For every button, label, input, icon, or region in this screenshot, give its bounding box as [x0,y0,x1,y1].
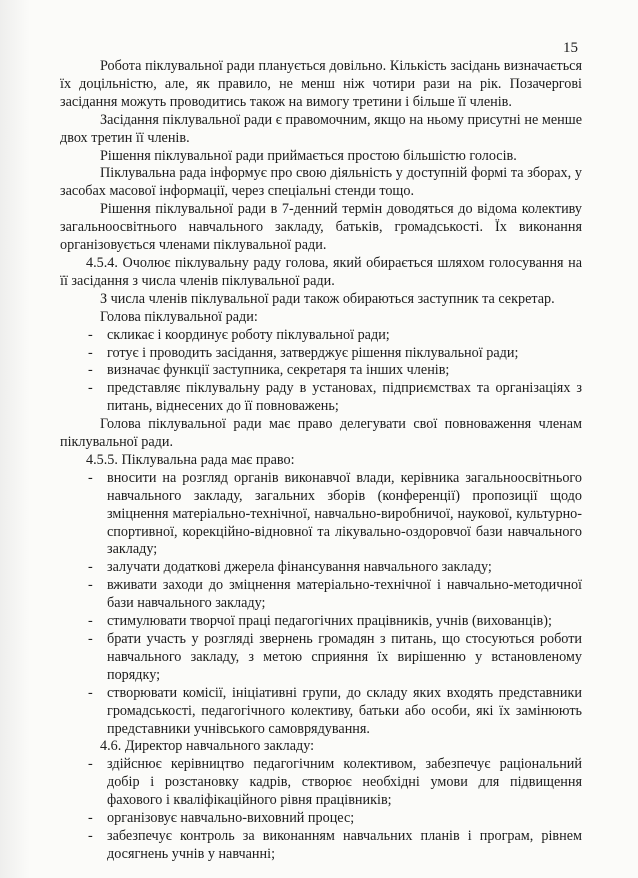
list-item: - брати участь у розгляді звернень громадян з питань, що стосуються роботи навчального закладу, з метою сприяння їх вирішенню у встановленому порядку; [88,631,582,683]
scan-shadow [0,0,30,878]
list-item: - визначає функції заступника, секретаря та інших членів; [88,362,450,379]
paragraph: Робота піклувальної ради планується довільно. Кількість засідань визначається їх доцільністю, але, як правило, не менш ніж чотири рази на рік. Позачергові засідання можуть проводитись також на вимогу третини і більше її членів. [60,58,582,110]
rights-list [60,470,582,739]
head-duties-list [60,327,582,417]
list-item: - вживати заходи до зміцнення матеріально-технічної і навчально-методичної бази навчального закладу; [88,577,582,612]
paragraph: Рішення піклувальної ради в 7-денний термін доводяться до відома колективу загальноосвітнього навчального закладу, батьків, громадськості. Їх виконання організовується членами піклувальної ради. [60,201,582,254]
section-4-5-4: 4.5.4. Очолює піклувальну раду голова, який обирається шляхом голосування на її засідання з числа членів піклувальної ради. [60,254,582,289]
list-item: - забезпечує контроль за виконанням навчальних планів і програм, рівнем досягнень учнів у навчанні; [88,827,582,862]
paragraph: Засідання піклувальної ради є правомочним, якщо на ньому присутні не менше двох третин її членів. [60,111,582,146]
paragraph: Рішення піклувальної ради приймається простою більшістю голосів. [100,147,517,164]
list-item: - створювати комісії, ініціативні групи, до складу яких входять представники громадськості, педагогічного колективу, батьки або особи, які їх замінюють представники учнівського самоврядування. [88,684,582,737]
paragraph: Піклувальна рада інформує про свою діяльність у доступній формі та зборах, у засобах масової інформації, через спеціальні стенди тощо. [60,165,582,200]
section-4-5-5-heading: 4.5.5. Піклувальна рада має право: [86,451,295,468]
head-duties-heading: Голова піклувальної ради: [100,308,258,325]
list-item: - здійснює керівництво педагогічним колективом, забезпечує раціональний добір і розстановку кадрів, створює необхідні умови для підвищення фахового і кваліфікаційного рівня працівників; [88,756,582,809]
page-number: 15 [563,40,578,56]
list-item: - готує і проводить засідання, затверджує рішення піклувальної ради; [88,344,519,361]
list-item: - скликає і координує роботу піклувальної ради; [88,326,390,343]
document-body [60,58,582,864]
director-duties-list [60,756,582,863]
list-item: - представляє піклувальну раду в установах, підприємствах та організаціях з питань, віднесених до її повноважень; [88,380,582,415]
section-4-6-heading: 4.6. Директор навчального закладу: [100,738,315,755]
list-item: - стимулювати творчої праці педагогічних працівників, учнів (вихованців); [88,613,552,630]
list-item: - організовує навчально-виховний процес; [88,810,355,827]
list-item: - залучати додаткові джерела фінансування навчального закладу; [88,559,492,576]
paragraph: З числа членів піклувальної ради також обираються заступник та секретар. [100,290,555,307]
list-item: - вносити на розгляд органів виконавчої влади, керівника загальноосвітнього навчального закладу, загальних зборів (конференції) пропозиції щодо зміцнення матеріально-технічної, навчально-виробничої, наукової, культурно-спортивної, корекційно-відновної та лікувально-оздоровчої бази навчального закладу; [88,469,582,558]
paragraph: Голова піклувальної ради має право делегувати свої повноваження членам піклувальної ради. [60,416,582,451]
